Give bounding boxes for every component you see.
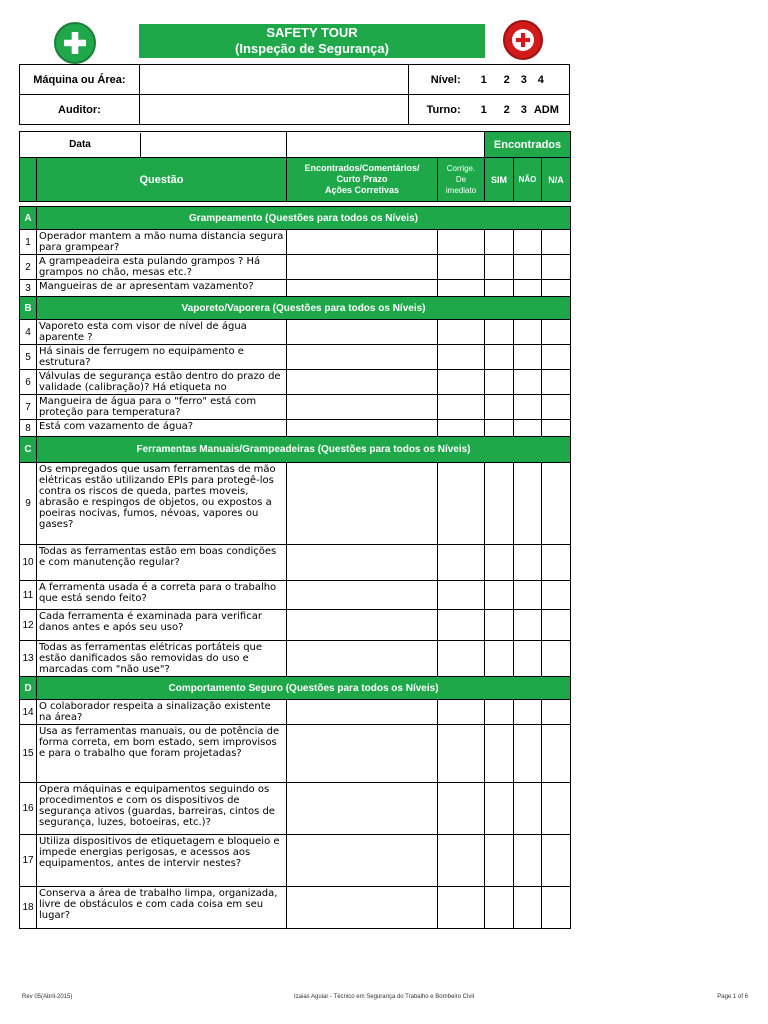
table-row: 16 Opera máquinas e equipamentos seguindo os procedimentos e com os dispositivos de segurança ativos (guardas, barreiras, cintos de segurança, luzes, botoeiras, etc.)? <box>20 783 571 835</box>
table-row: 3 Mangueiras de ar apresentam vazamento? <box>20 280 571 297</box>
auditor-field[interactable] <box>139 95 408 125</box>
table-row: 10 Todas as ferramentas estão em boas condições e com manutenção regular? <box>20 545 571 581</box>
table-row: 15 Usa as ferramentas manuais, ou de potência de forma correta, em bom estado, sem improvisos e para o trabalho que foram projetadas? <box>20 725 571 783</box>
page-title: SAFETY TOUR (Inspeção de Segurança) <box>139 24 485 58</box>
footer-revision: Rev 05(Abril-2015) <box>22 994 73 1000</box>
table-row: 17 Utiliza dispositivos de etiquetagem e bloqueio e impede energias perigosas, e acessos aos equipamentos, antes de intervir nestes? <box>20 835 571 887</box>
date-field[interactable] <box>140 133 286 157</box>
sim-header: SIM <box>485 158 514 202</box>
table-row: 18 Conserva a área de trabalho limpa, organizada, livre de obstáculos e com cada coisa em seu lugar? <box>20 887 571 929</box>
na-header: N/A <box>542 158 571 202</box>
auditor-label: Auditor: <box>20 95 140 125</box>
table-row: 4 Vaporeto esta com visor de nível de água aparente ? <box>20 320 571 345</box>
footer-author: Izaias Aguiar - Técnico em Segurança do Trabalho e Bombeiro Civil <box>294 994 474 1000</box>
cipa-logo-icon <box>54 22 96 64</box>
date-label: Data <box>69 139 91 150</box>
level-options[interactable]: 1 2 3 4 <box>467 65 570 95</box>
level-label: Nível: <box>409 65 467 95</box>
section-header-b: B Vaporeto/Vaporera (Questões para todos os Níveis) <box>20 297 571 320</box>
nao-header: NÃO <box>514 158 542 202</box>
shift-label: Turno: <box>409 95 467 125</box>
table-row: 12 Cada ferramenta é examinada para verificar danos antes e após seu uso? <box>20 610 571 641</box>
section-header-d: D Comportamento Seguro (Questões para todos os Níveis) <box>20 677 571 700</box>
inspection-table <box>19 131 571 929</box>
footer-page-number: Page 1 of 6 <box>717 994 748 1000</box>
red-cross-logo-icon <box>503 20 543 60</box>
table-row: 5 Há sinais de ferrugem no equipamento e estrutura? <box>20 345 571 370</box>
table-row: 11 A ferramenta usada é a correta para o trabalho que está sendo feito? <box>20 581 571 610</box>
table-row: 2 A grampeadeira esta pulando grampos ? Há grampos no chão, mesas etc.? <box>20 255 571 280</box>
section-header-a: A Grampeamento (Questões para todos os Níveis) <box>20 207 571 230</box>
comments-header: Encontrados/Comentários/ Curto Prazo Ações Corretivas <box>287 158 438 202</box>
table-row: 13 Todas as ferramentas elétricas portáteis que estão danificados são removidas do uso e marcadas com "não use"? <box>20 641 571 677</box>
table-row: 1 Operador mantem a mão numa distancia segura para grampear? <box>20 230 571 255</box>
section-header-c: C Ferramentas Manuais/Grampeadeiras (Questões para todos os Níveis) <box>20 437 571 463</box>
table-row: 8 Está com vazamento de água? <box>20 420 571 437</box>
shift-options[interactable]: 1 2 3 ADM <box>467 95 570 125</box>
info-table <box>19 64 570 125</box>
table-row: 9 Os empregados que usam ferramentas de mão elétricas estão utilizando EPIs para protegê-los contra os riscos de queda, partes moveis, abrasão e respingos de objetos, ou expostos a poeiras nocivas, fumos, névoas, vapores ou gases? <box>20 463 571 545</box>
machine-field[interactable] <box>139 65 408 95</box>
machine-label: Máquina ou Área: <box>20 65 140 95</box>
table-row: 7 Mangueira de água para o "ferro" está com proteção para temperatura? <box>20 395 571 420</box>
question-header: Questão <box>37 158 287 202</box>
table-row: 6 Válvulas de segurança estão dentro do prazo de validade (calibração)? Há etiqueta no <box>20 370 571 395</box>
correct-header: Corrige. De imediato <box>438 158 485 202</box>
table-row: 14 O colaborador respeita a sinalização existente na área? <box>20 700 571 725</box>
found-header: Encontrados <box>485 132 571 158</box>
